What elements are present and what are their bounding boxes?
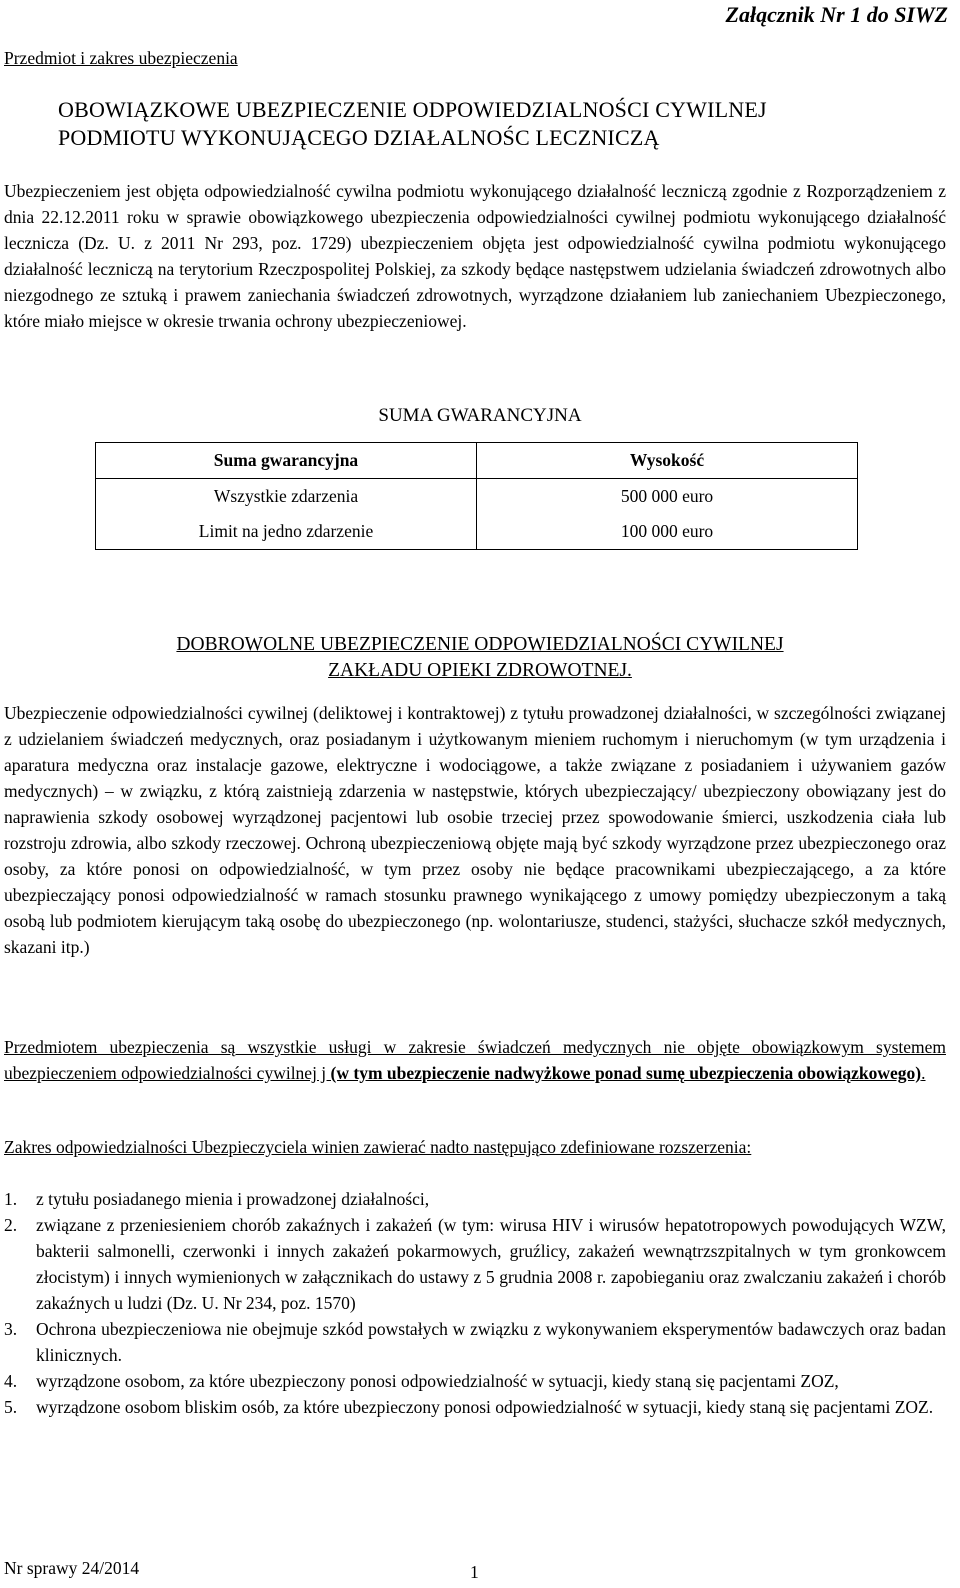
table-header-cell: Suma gwarancyjna: [96, 443, 477, 479]
list-item-text: wyrządzone osobom, za które ubezpieczony ponosi odpowiedzialność w sytuacji, kiedy staną się pacjentami ZOZ,: [36, 1371, 839, 1391]
list-item-number: 2.: [4, 1215, 18, 1235]
list-item-number: 1.: [4, 1189, 18, 1209]
list-item-text: związane z przeniesieniem chorób zakaźnych i zakażeń (w tym: wirusa HIV i wirusów hepatotropowych powodujących WZW, bakterii salmonelli, czerwonki i innych zakażeń pokarmowych, gruźlicy, zakażeń wewnątrzszpitalnych w tym gronkowcem złocistym) i innych wymienionych w załącznikach do ustawy z 5 grudnia 2008 r. zapobieganiu oraz zwalczaniu zakażeń i chorób zakaźnych u ludzi (Dz. U. Nr 234, poz. 1570): [36, 1215, 946, 1313]
subject-para-bold: (w tym ubezpieczenie nadwyżkowe ponad sumę ubezpieczenia obowiązkowego): [330, 1063, 922, 1083]
section1-paragraph: Ubezpieczeniem jest objęta odpowiedzialność cywilna podmiotu wykonującego działalność leczniczą zgodnie z Rozporządzeniem z dnia 22.12.2011 roku w sprawie obowiązkowego ubezpieczenia odpowiedzialności cywilnej podmiotu wykonującego działalność lecznicza (Dz. U. z 2011 Nr 293, poz. 1729) ubezpieczeniem objęta jest odpowiedzialność cywilna podmiotu wykonującego działalność leczniczą na terytorium Rzeczpospolitej Polskiej, za szkody będące następstwem udzielania świadczeń zdrowotnych albo niezgodnego ze sztuką i prawem zaniechania świadczeń zdrowotnych, wyrządzone działaniem lub zaniechaniem Ubezpieczonego, które miało miejsce w okresie trwania ochrony ubezpieczeniowej.: [4, 181, 946, 331]
list-item-text: z tytułu posiadanego mienia i prowadzonej działalności,: [36, 1189, 430, 1209]
list-item-text: wyrządzone osobom bliskim osób, za które ubezpieczony ponosi odpowiedzialność w sytuacji, kiedy staną się pacjentami ZOZ.: [36, 1397, 934, 1417]
list-item-number: 3.: [4, 1319, 18, 1339]
subject-para-end: .: [921, 1063, 926, 1083]
table-cell: Limit na jedno zdarzenie: [96, 514, 477, 550]
sum-table: [95, 442, 858, 550]
subject-heading: Przedmiot i zakres ubezpieczenia: [4, 48, 238, 68]
case-number: Nr sprawy 24/2014: [4, 1558, 140, 1578]
list-item-number: 4.: [4, 1371, 18, 1391]
section2-title-line1: DOBROWOLNE UBEZPIECZENIE ODPOWIEDZIALNOŚCI CYWILNEJ: [176, 634, 784, 655]
attachment-label: Załącznik Nr 1 do SIWZ: [725, 2, 948, 27]
section2-paragraph: Ubezpieczenie odpowiedzialności cywilnej (deliktowej i kontraktowej) z tytułu prowadzonej działalności, w szczególności związanej z udzielaniem świadczeń medycznych, oraz posiadanym i użytkowanym mieniem ruchomym i nieruchomym (w tym urządzenia i aparatura medyczna oraz instalacje gazowe, elektryczne i wodociągowe, a także związane z posiadaniem i używaniem gazów medycznych) – w związku, z którą zaistnieją zdarzenia w następstwie, których ubezpieczający/ ubezpieczony obowiązany jest do naprawienia szkody osobowej wyrządzonej pacjentowi lub osobie trzeciej przez spowodowanie śmierci, uszkodzenia ciała lub rozstroju zdrowia, albo szkody rzeczowej. Ochroną ubezpieczeniową objęte mają być szkody wyrządzone przez ubezpieczonego oraz osoby, za które ponosi on odpowiedzialność, w tym przez osoby nie będące pracownikami ubezpieczającego, a za które ubezpieczający ponosi odpowiedzialność w ramach stosunku prawnego wynikającego z umowy pomiędzy ubezpieczonym a taką osobą lub podmiotem kierującym taką osobę do ubezpieczonego (np. wolontariusze, studenci, stażyści, słuchacze szkół medycznych, skazani itp.): [4, 703, 946, 957]
table-header-cell: Wysokość: [477, 443, 858, 479]
page-number: 1: [470, 1562, 479, 1582]
scope-intro: Zakres odpowiedzialności Ubezpieczyciela winien zawierać nadto następująco zdefiniowane rozszerzenia:: [4, 1137, 752, 1157]
subject-of-insurance-paragraph: [4, 1034, 946, 1086]
table-cell: 100 000 euro: [620, 521, 714, 541]
section1-title: [58, 96, 918, 152]
table-cell: 500 000 euro: [620, 486, 714, 506]
list-item-text: Ochrona ubezpieczeniowa nie obejmuje szkód powstałych w związku z wykonywaniem eksperymentów badawczych oraz badan klinicznych.: [36, 1319, 946, 1365]
list-item: [4, 1186, 946, 1212]
section1-title-line2: PODMIOTU WYKONUJĄCEGO DZIAŁALNOŚC LECZNICZĄ: [58, 125, 660, 150]
list-item: [4, 1368, 946, 1394]
table-cell: Wszystkie zdarzenia: [96, 479, 477, 515]
section1-title-line1: OBOWIĄZKOWE UBEZPIECZENIE ODPOWIEDZIALNOŚCI CYWILNEJ: [58, 97, 767, 122]
list-item: [4, 1394, 946, 1420]
sum-title: SUMA GWARANCYJNA: [378, 405, 582, 426]
subject-para-normal: Przedmiotem ubezpieczenia są wszystkie usługi w zakresie świadczeń medycznych nie objęte obowiązkowym systemem ubezpieczeniem odpowiedzialności cywilnej j: [4, 1037, 946, 1083]
list-item-number: 5.: [4, 1397, 18, 1417]
table-row: [96, 514, 858, 550]
extensions-list: [4, 1186, 946, 1420]
list-item: [4, 1212, 946, 1316]
table-row: [96, 479, 858, 515]
list-item: [4, 1316, 946, 1368]
section2-title: [0, 632, 960, 684]
section2-title-line2: ZAKŁADU OPIEKI ZDROWOTNEJ.: [328, 660, 632, 681]
table-header-row: [96, 443, 858, 479]
